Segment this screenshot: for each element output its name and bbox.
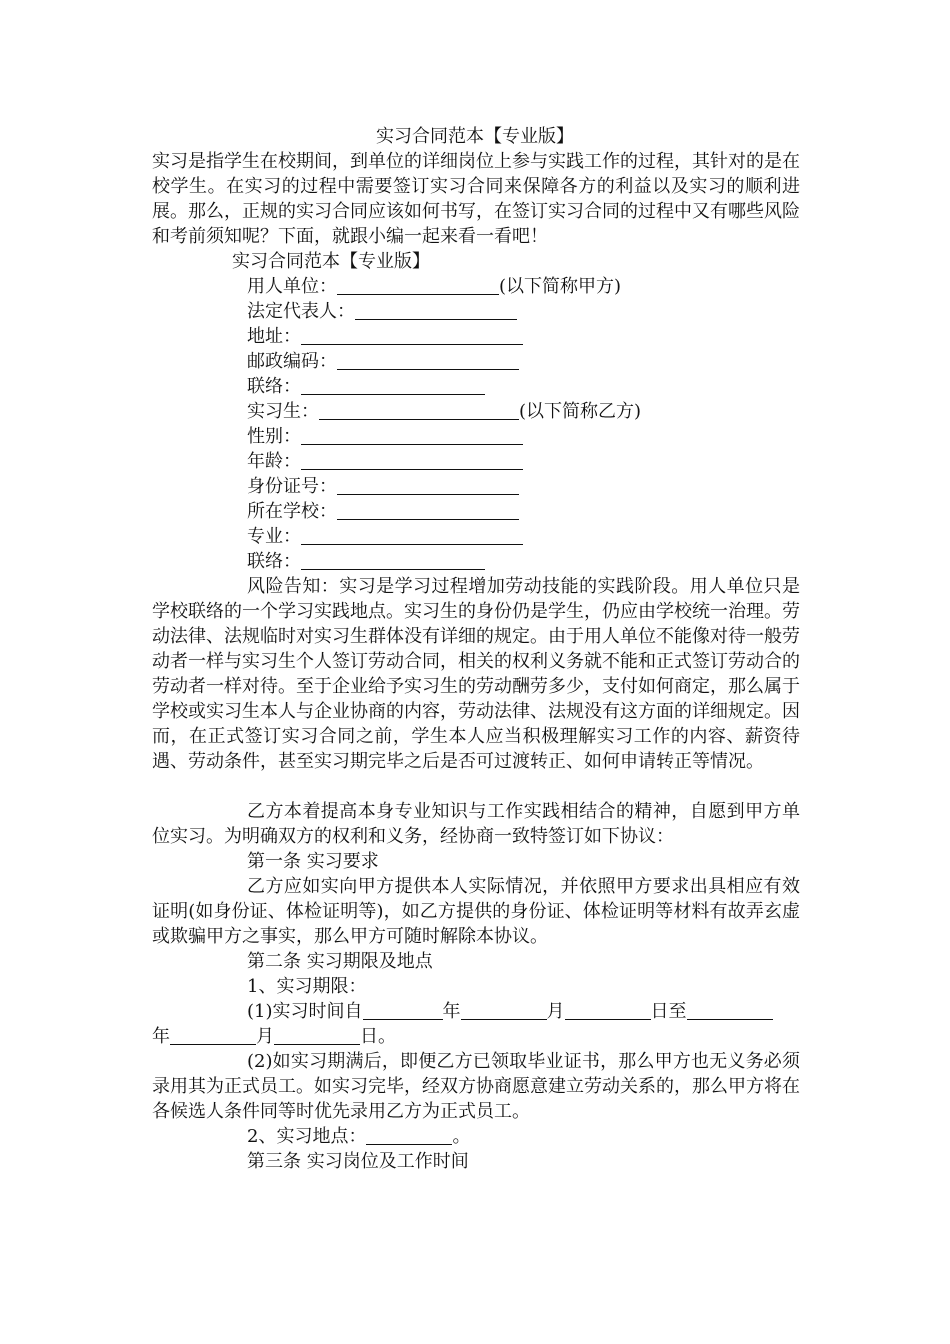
gender-field xyxy=(247,424,523,449)
article2-item1: 1、实习期限： xyxy=(247,976,367,997)
article2-item2 xyxy=(247,1124,470,1149)
day2-label: 日。 xyxy=(360,1026,396,1047)
intern-label: 实习生： xyxy=(247,401,319,422)
contact1-label: 联络： xyxy=(247,376,301,397)
year2-label: 年 xyxy=(152,1026,170,1047)
major-field xyxy=(247,524,523,549)
age-label: 年龄： xyxy=(247,451,301,472)
start-year-blank xyxy=(363,1001,443,1020)
id-no-label: 身份证号： xyxy=(247,476,337,497)
address-label: 地址： xyxy=(247,326,301,347)
postcode-field xyxy=(247,349,519,374)
article3-title: 第三条 实习岗位及工作时间 xyxy=(247,1151,469,1172)
major-blank xyxy=(301,526,523,545)
age-field xyxy=(247,449,523,474)
address-blank xyxy=(301,326,523,345)
intern-suffix: (以下简称乙方) xyxy=(519,401,642,422)
gender-label: 性别： xyxy=(247,426,301,447)
intern-field xyxy=(247,399,641,424)
postcode-label: 邮政编码： xyxy=(247,351,337,372)
agreement-paragraph: 乙方本着提高本身专业知识与工作实践相结合的精神，自愿到甲方单位实习。为明确双方的权利和义务，经协商一致特签订如下协议： xyxy=(152,801,800,847)
start-day-blank xyxy=(565,1001,651,1020)
contract-subtitle: 实习合同范本【专业版】 xyxy=(232,251,430,272)
id-no-field xyxy=(247,474,519,499)
employer-suffix: (以下简称甲方) xyxy=(499,276,622,297)
location-blank xyxy=(366,1126,452,1145)
period-line2 xyxy=(152,1024,396,1049)
article1-title: 第一条 实习要求 xyxy=(247,851,379,872)
address-field xyxy=(247,324,523,349)
contact1-field xyxy=(247,374,485,399)
location-label: 2、实习地点： xyxy=(247,1126,367,1147)
month2-label: 月 xyxy=(256,1026,274,1047)
contact2-blank xyxy=(301,551,485,570)
article1-body: 乙方应如实向甲方提供本人实际情况，并依照甲方要求出具相应有效证明(如身份证、体检证明等)，如乙方提供的身份证、体检证明等材料有故弄玄虚或欺骗甲方之事实，那么甲方可随时解除本协议。 xyxy=(152,876,800,947)
risk-notice-paragraph: 风险告知：实习是学习过程增加劳动技能的实践阶段。用人单位只是学校联络的一个学习实践地点。实习生的身份仍是学生，仍应由学校统一治理。劳动法律、法规临时对实习生群体没有详细的规定。由于用人单位不能像对待一般劳动者一样与实习生个人签订劳动合同，相关的权利义务就不能和正式签订劳动合的劳动者一样对待。至于企业给予实习生的劳动酬劳多少，支付如何商定，那么属于学校或实习生本人与企业协商的内容，劳动法律、法规没有这方面的详细规定。因而，在正式签订实习合同之前，学生本人应当积极理解实习工作的内容、薪资待遇、劳动条件，甚至实习期完毕之后是否可过渡转正、如何申请转正等情况。 xyxy=(152,576,800,772)
article2-paragraph2: (2)如实习期满后，即便乙方已领取毕业证书，那么甲方也无义务必须录用其为正式员工。如实习完毕，经双方协商愿意建立劳动关系的，那么甲方将在各候选人条件同等时优先录用乙方为正式员工。 xyxy=(152,1051,800,1122)
location-end: 。 xyxy=(452,1126,471,1147)
id-no-blank xyxy=(337,476,519,495)
age-blank xyxy=(301,451,523,470)
intro-paragraph: 实习是指学生在校期间，到单位的详细岗位上参与实践工作的过程，其针对的是在校学生。在实习的过程中需要签订实习合同来保障各方的利益以及实习的顺利进展。那么，正规的实习合同应该如何书写，在签订实习合同的过程中又有哪些风险和考前须知呢？下面，就跟小编一起来看一看吧！ xyxy=(152,151,800,247)
intern-blank xyxy=(319,401,519,420)
school-label: 所在学校： xyxy=(247,501,337,522)
school-blank xyxy=(337,501,519,520)
month-label: 月 xyxy=(546,1001,565,1022)
school-field xyxy=(247,499,519,524)
contact2-label: 联络： xyxy=(247,551,301,572)
employer-label: 用人单位： xyxy=(247,276,337,297)
article2-title: 第二条 实习期限及地点 xyxy=(247,951,433,972)
contact2-field xyxy=(247,549,485,574)
major-label: 专业： xyxy=(247,526,301,547)
legal-rep-field xyxy=(247,299,517,324)
legal-rep-label: 法定代表人： xyxy=(247,301,355,322)
employer-field xyxy=(247,274,621,299)
end-year-blank xyxy=(687,1001,773,1020)
contact1-blank xyxy=(301,376,485,395)
period-prefix: (1)实习时间自 xyxy=(247,1001,363,1022)
postcode-blank xyxy=(337,351,519,370)
document-title: 实习合同范本【专业版】 xyxy=(376,126,574,147)
period-line1 xyxy=(247,999,773,1024)
end-month-blank xyxy=(170,1026,256,1045)
end-day-blank xyxy=(274,1026,360,1045)
employer-blank xyxy=(337,276,499,295)
day-to-label: 日至 xyxy=(650,1001,687,1022)
start-month-blank xyxy=(461,1001,547,1020)
legal-rep-blank xyxy=(355,301,517,320)
year-label: 年 xyxy=(442,1001,461,1022)
gender-blank xyxy=(301,426,523,445)
